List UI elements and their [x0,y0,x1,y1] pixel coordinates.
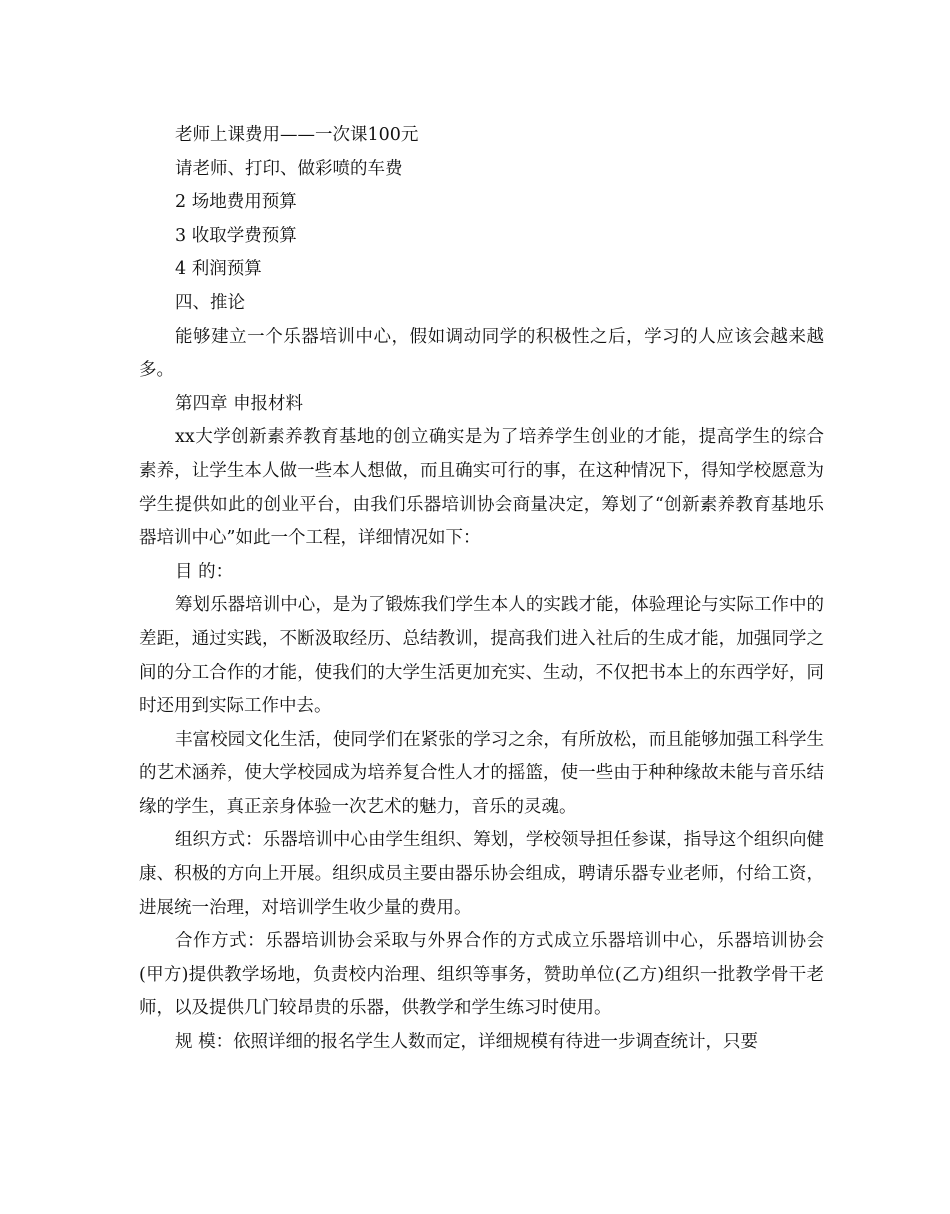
paragraph-scale: 规 模：依照详细的报名学生人数而定，详细规模有待进一步调查统计，只要 [175,1032,759,1053]
budget-item-venue: 2 场地费用预算 [175,192,297,213]
budget-item-teacher-fee: 老师上课费用——一次课100元 [175,125,419,145]
budget-item-tuition: 3 收取学费预算 [175,225,297,246]
document-body [139,119,824,1060]
budget-item-profit: 4 利润预算 [175,259,262,280]
paragraph-purpose-1: 筹划乐器培训中心，是为了锻炼我们学生本人的实践才能，体验理论与实际工作中的差距，通过实践，不断汲取经历、总结教训，提高我们进入社后的生成才能，加强同学之间的分工合作的才能，使我们的大学生活更加充实、生动，不仅把书本上的东西学好，同时还用到实际工作中去。 [139,595,824,717]
paragraph-organization: 组织方式：乐器培训中心由学生组织、筹划，学校领导担任参谋，指导这个组织向健康、积极的方向上开展。组织成员主要由器乐协会组成，聘请乐器专业老师，付给工资，进展统一治理，对培训学生收少量的费用。 [139,830,824,918]
budget-item-transport-fee: 请老师、打印、做彩喷的车费 [175,158,403,179]
paragraph-purpose-2: 丰富校园文化生活，使同学们在紧张的学习之余，有所放松，而且能够加强工科学生的艺术涵养，使大学校园成为培养复合性人才的摇篮，使一些由于种种缘故未能与音乐结缘的学生，真正亲身体验一次艺术的魅力，音乐的灵魂。 [139,729,824,817]
purpose-label: 目 的： [175,561,234,582]
paragraph-conclusion: 能够建立一个乐器培训中心，假如调动同学的积极性之后，学习的人应该会越来越多。 [139,326,824,381]
chapter-heading: 第四章 申报材料 [175,393,304,414]
paragraph-intro: xx大学创新素养教育基地的创立确实是为了培养学生创业的才能，提高学生的综合素养，让学生本人做一些本人想做，而且确实可行的事，在这种情况下，得知学校愿意为学生提供如此的创业平台，由我们乐器培训协会商量决定，筹划了“创新素养教育基地乐器培训中心”如此一个工程，详细情况如下： [139,427,824,549]
section-heading-conclusion: 四、推论 [175,292,245,313]
paragraph-cooperation: 合作方式：乐器培训协会采取与外界合作的方式成立乐器培训中心，乐器培训协会(甲方)提供教学场地，负责校内治理、组织等事务，赞助单位(乙方)组织一批教学骨干老师，以及提供几门较昂贵的乐器，供教学和学生练习时使用。 [139,931,824,1019]
